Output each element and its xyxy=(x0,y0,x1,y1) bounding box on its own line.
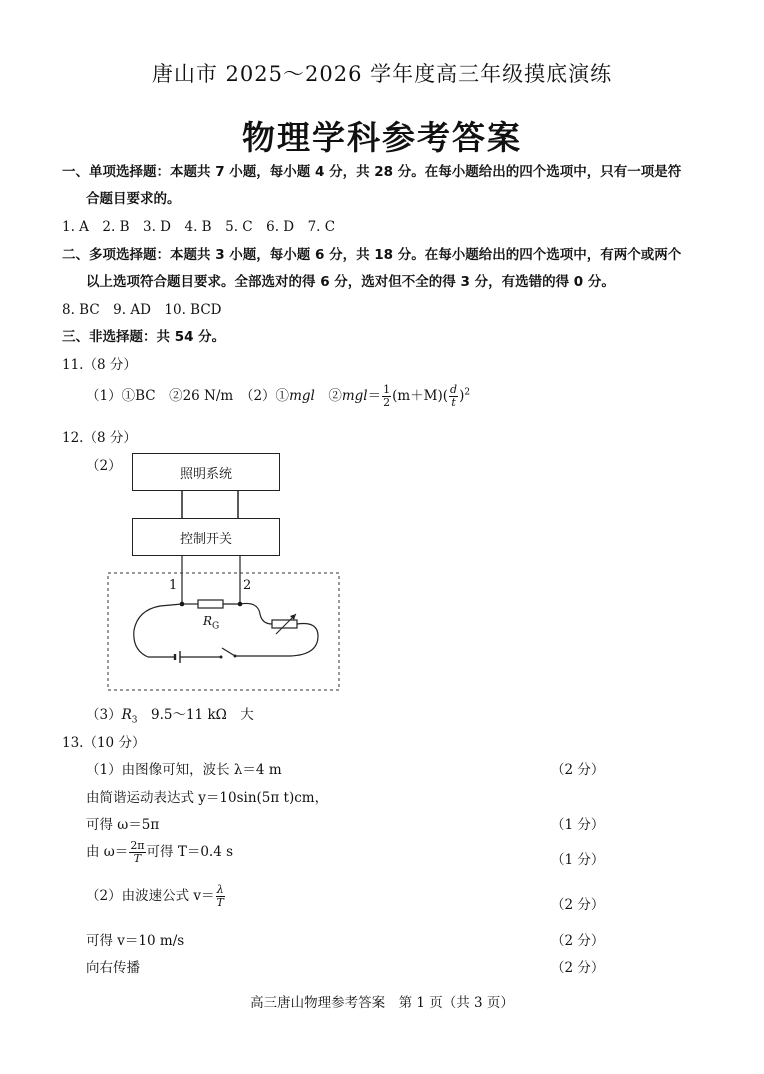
control-switch-box: 控制开关 xyxy=(132,518,280,556)
section1-answers: 1. A 2. B 3. D 4. B 5. C 6. D 7. C xyxy=(62,219,336,235)
q13-line7-points: （2 分） xyxy=(551,960,605,976)
q13-line6-points: （2 分） xyxy=(551,933,605,949)
q13-line1-points: （2 分） xyxy=(551,762,605,778)
q13-line2: 由简谐运动表达式 y＝10sin(5π t)cm， xyxy=(86,790,329,806)
q13-line3: 可得 ω＝5π xyxy=(86,817,160,833)
q13-line4: 由 ω＝ $\frac{2\pi}{T}$ 可得 T＝0.4 s xyxy=(86,839,234,865)
q13-line3-points: （1 分） xyxy=(551,817,605,833)
lighting-system-box: 照明系统 xyxy=(132,453,280,491)
q12-part3-answer: $(3)R_3$ 9.5～11 kΩ 大 xyxy=(86,707,254,726)
section3-heading: 三、非选择题：共 54 分。 xyxy=(62,329,226,345)
q13-line7: 向右传播 xyxy=(86,960,140,976)
resistor-rg-symbol xyxy=(198,600,223,608)
q13-line6: 可得 v＝10 m/s xyxy=(86,933,185,949)
section2-heading-line1: 二、多项选择题：本题共 3 小题，每小题 6 分，共 18 分。在每小题给出的四个选项中，有两个或两个 xyxy=(62,247,682,263)
section2-heading-line2: 以上选项符合题目要求。全部选对的得 6 分，选对但不全的得 3 分，有选错的得 0 分。 xyxy=(86,274,615,290)
exam-header: 唐山市 2025～2026 学年度高三年级摸底演练 xyxy=(151,62,613,86)
q13-label: 13.（10 分） xyxy=(62,735,146,751)
section1-heading-line1: 一、单项选择题：本题共 7 小题，每小题 4 分，共 28 分。在每小题给出的四个选项中，只有一项是符 xyxy=(62,164,682,180)
q12-part2-label: （2） xyxy=(86,458,122,474)
terminal-2-label: 2 xyxy=(243,578,252,593)
q13-line5: （2）由波速公式 v＝ $\frac{\lambda}{T}$ xyxy=(86,883,224,909)
terminal-1-label: 1 xyxy=(169,578,178,593)
q11-answer: （1）①BC ②26 N/m （2）①mgl ②mgl＝ $\frac{1}{2}$ (m＋M)( $\frac{d}{t}$ )$^2$ xyxy=(86,383,471,409)
q11-label: 11.（8 分） xyxy=(62,357,137,373)
q13-line4-points: （1 分） xyxy=(551,852,605,868)
q13-line5-points: （2 分） xyxy=(551,897,605,913)
page-title: 物理学科参考答案 xyxy=(242,118,522,157)
q13-line1: （1）由图像可知，波长 λ＝4 m xyxy=(86,762,282,778)
page-footer: 高三唐山物理参考答案 第 1 页（共 3 页） xyxy=(250,995,514,1011)
section2-answers: 8. BC 9. AD 10. BCD xyxy=(62,302,222,318)
variable-resistor-symbol xyxy=(272,620,297,628)
q12-label: 12.（8 分） xyxy=(62,430,137,446)
section1-heading-line2: 合题目要求的。 xyxy=(86,191,181,207)
rg-label: $R_G$ xyxy=(203,614,220,632)
